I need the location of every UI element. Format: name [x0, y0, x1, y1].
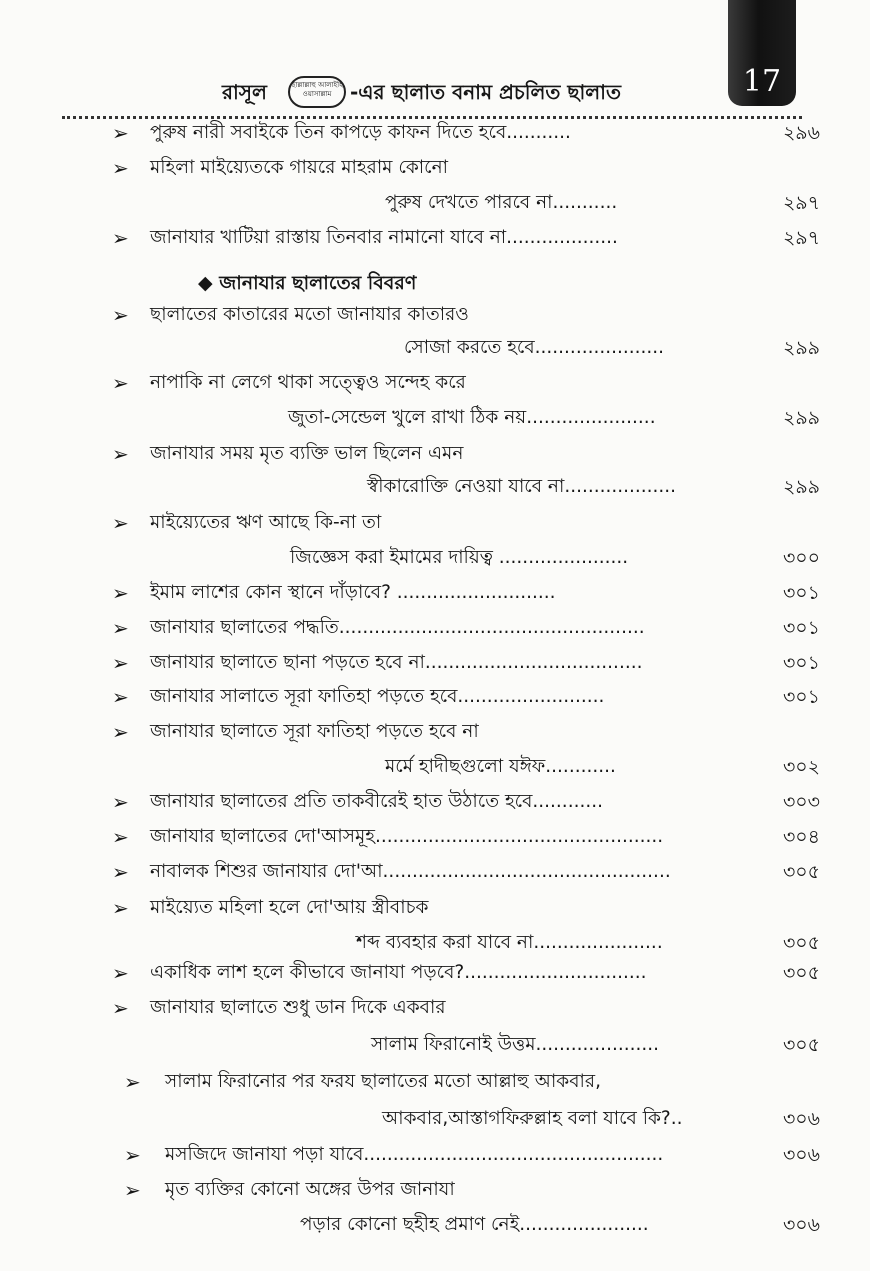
toc-entry-text: জানাযার ছালাতে ছানা পড়তে হবে না..................................... [150, 652, 643, 673]
toc-entry-text: নাপাকি না লেগে থাকা সত্ত্বেও সন্দেহ করে [150, 372, 466, 393]
page-number: 17 [742, 64, 782, 99]
arrow-bullet-icon: ➢ [112, 511, 129, 535]
toc-page-number: ৩০৫ [782, 1034, 820, 1056]
toc-entry-text: মৃত ব্যক্তির কোনো অঙ্গের উপর জানাযা [165, 1179, 455, 1200]
toc-entry-text: সালাম ফিরানোর পর ফরয ছালাতের মতো আল্লাহু আকবার, [165, 1071, 601, 1092]
toc-entry-continuation: শব্দ ব্যবহার করা যাবে না...................... [356, 932, 663, 953]
header-title-right: -এর ছালাত বনাম প্রচলিত ছালাত [350, 80, 621, 104]
toc-page-number: ২৯৭ [782, 227, 820, 249]
header-title-left: রাসূল [222, 80, 267, 104]
honorific-symbol: ছাল্লাল্লাহু আলাইহি ওয়াসাল্লাম [288, 76, 346, 108]
toc-entry-text: জানাযার ছালাতের দো'আসমূহ................................................. [150, 826, 664, 847]
arrow-bullet-icon: ➢ [112, 790, 129, 814]
toc-page-number: ৩০৪ [782, 826, 820, 848]
arrow-bullet-icon: ➢ [112, 581, 129, 605]
toc-entry-text: জানাযার খাটিয়া রাস্তায় তিনবার নামানো যাবে না................... [150, 227, 618, 248]
arrow-bullet-icon: ➢ [112, 371, 129, 395]
toc-page-number: ৩০১ [782, 652, 820, 674]
toc-entry-text: একাধিক লাশ হলে কীভাবে জানাযা পড়বে?............................... [150, 962, 647, 983]
arrow-bullet-icon: ➢ [112, 860, 129, 884]
arrow-bullet-icon: ➢ [112, 896, 129, 920]
toc-entry-text: নাবালক শিশুর জানাযার দো'আ................................................. [150, 861, 671, 882]
diamond-bullet-icon: ◆ [198, 272, 213, 294]
section-title: জানাযার ছালাতের বিবরণ [219, 272, 417, 294]
toc-entry-continuation: সোজা করতে হবে...................... [404, 337, 665, 358]
toc-entry-text: মাইয়্যেত মহিলা হলে দো'আয় স্ত্রীবাচক [150, 897, 429, 918]
arrow-bullet-icon: ➢ [112, 996, 129, 1020]
toc-entry-text: জানাযার সালাতে সূরা ফাতিহা পড়তে হবে......................... [150, 686, 605, 707]
toc-page-number: ২৯৯ [782, 407, 820, 429]
toc-entry-text: জানাযার ছালাতে সূরা ফাতিহা পড়তে হবে না [150, 721, 479, 742]
toc-entry-text: মাইয়্যেতের ঋণ আছে কি-না তা [150, 512, 382, 533]
arrow-bullet-icon: ➢ [112, 156, 129, 180]
toc-page-number: ৩০১ [782, 582, 820, 604]
toc-entry-text: জানাযার সময় মৃত ব্যক্তি ভাল ছিলেন এমন [150, 443, 464, 464]
arrow-bullet-icon: ➢ [112, 442, 129, 466]
toc-page-number: ৩০৩ [782, 791, 820, 813]
toc-page-number: ৩০৬ [782, 1214, 820, 1236]
toc-page-number: ২৯৯ [782, 337, 820, 359]
toc-page-number: ৩০৬ [782, 1144, 820, 1166]
arrow-bullet-icon: ➢ [112, 121, 129, 145]
toc-entry-continuation: পড়ার কোনো ছহীহ প্রমাণ নেই...................... [300, 1214, 649, 1235]
toc-entry-text: মহিলা মাইয়্যেতকে গায়রে মাহরাম কোনো [150, 157, 448, 178]
toc-page-number: ২৯৯ [782, 476, 820, 498]
arrow-bullet-icon: ➢ [124, 1178, 141, 1202]
toc-entry-text: জানাযার ছালাতের পদ্ধতি.................................................... [150, 617, 645, 638]
arrow-bullet-icon: ➢ [112, 685, 129, 709]
toc-entry-continuation: পুরুষ দেখতে পারবে না........... [385, 192, 618, 213]
toc-page-number: ৩০০ [782, 547, 820, 569]
arrow-bullet-icon: ➢ [112, 825, 129, 849]
toc-page-number: ৩০৫ [782, 962, 820, 984]
toc-entry-text: ইমাম লাশের কোন স্থানে দাঁড়াবে? ........................... [150, 582, 556, 603]
toc-entry-text: পুরুষ নারী সবাইকে তিন কাপড়ে কাফন দিতে হবে........... [150, 122, 571, 143]
arrow-bullet-icon: ➢ [112, 720, 129, 744]
arrow-bullet-icon: ➢ [112, 961, 129, 985]
toc-page-number: ৩০১ [782, 617, 820, 639]
toc-page-number: ৩০৬ [782, 1108, 820, 1130]
toc-entry-text: ছালাতের কাতারের মতো জানাযার কাতারও [150, 304, 469, 325]
toc-page-number: ৩০৫ [782, 932, 820, 954]
arrow-bullet-icon: ➢ [112, 651, 129, 675]
toc-entry-continuation: মর্মে হাদীছগুলো যঈফ............ [385, 756, 616, 777]
arrow-bullet-icon: ➢ [112, 303, 129, 327]
toc-page-number: ২৯৭ [782, 192, 820, 214]
arrow-bullet-icon: ➢ [124, 1070, 141, 1094]
arrow-bullet-icon: ➢ [112, 226, 129, 250]
toc-entry-text: জানাযার ছালাতের প্রতি তাকবীরেই হাত উঠাতে হবে............ [150, 791, 603, 812]
toc-entry-text: মসজিদে জানাযা পড়া যাবে................................................... [165, 1144, 664, 1165]
toc-entry-text: জানাযার ছালাতে শুধু ডান দিকে একবার [150, 997, 446, 1018]
toc-page-number: ৩০৫ [782, 861, 820, 883]
arrow-bullet-icon: ➢ [112, 616, 129, 640]
toc-entry-continuation: সালাম ফিরানোই উত্তম..................... [371, 1034, 659, 1055]
arrow-bullet-icon: ➢ [124, 1143, 141, 1167]
toc-entry-continuation: আকবার,আস্তাগফিরুল্লাহ বলা যাবে কি?.. [382, 1108, 683, 1129]
toc-page-number: ৩০১ [782, 686, 820, 708]
toc-entry-continuation: জিজ্ঞেস করা ইমামের দায়িত্ব ...................... [290, 547, 629, 568]
toc-page-number: ৩০২ [782, 756, 820, 778]
toc-entry-continuation: স্বীকারোক্তি নেওয়া যাবে না................... [367, 476, 677, 497]
toc-page-number: ২৯৬ [782, 122, 820, 144]
toc-entry-continuation: জুতা-সেন্ডেল খুলে রাখা ঠিক নয়...................... [288, 407, 656, 428]
